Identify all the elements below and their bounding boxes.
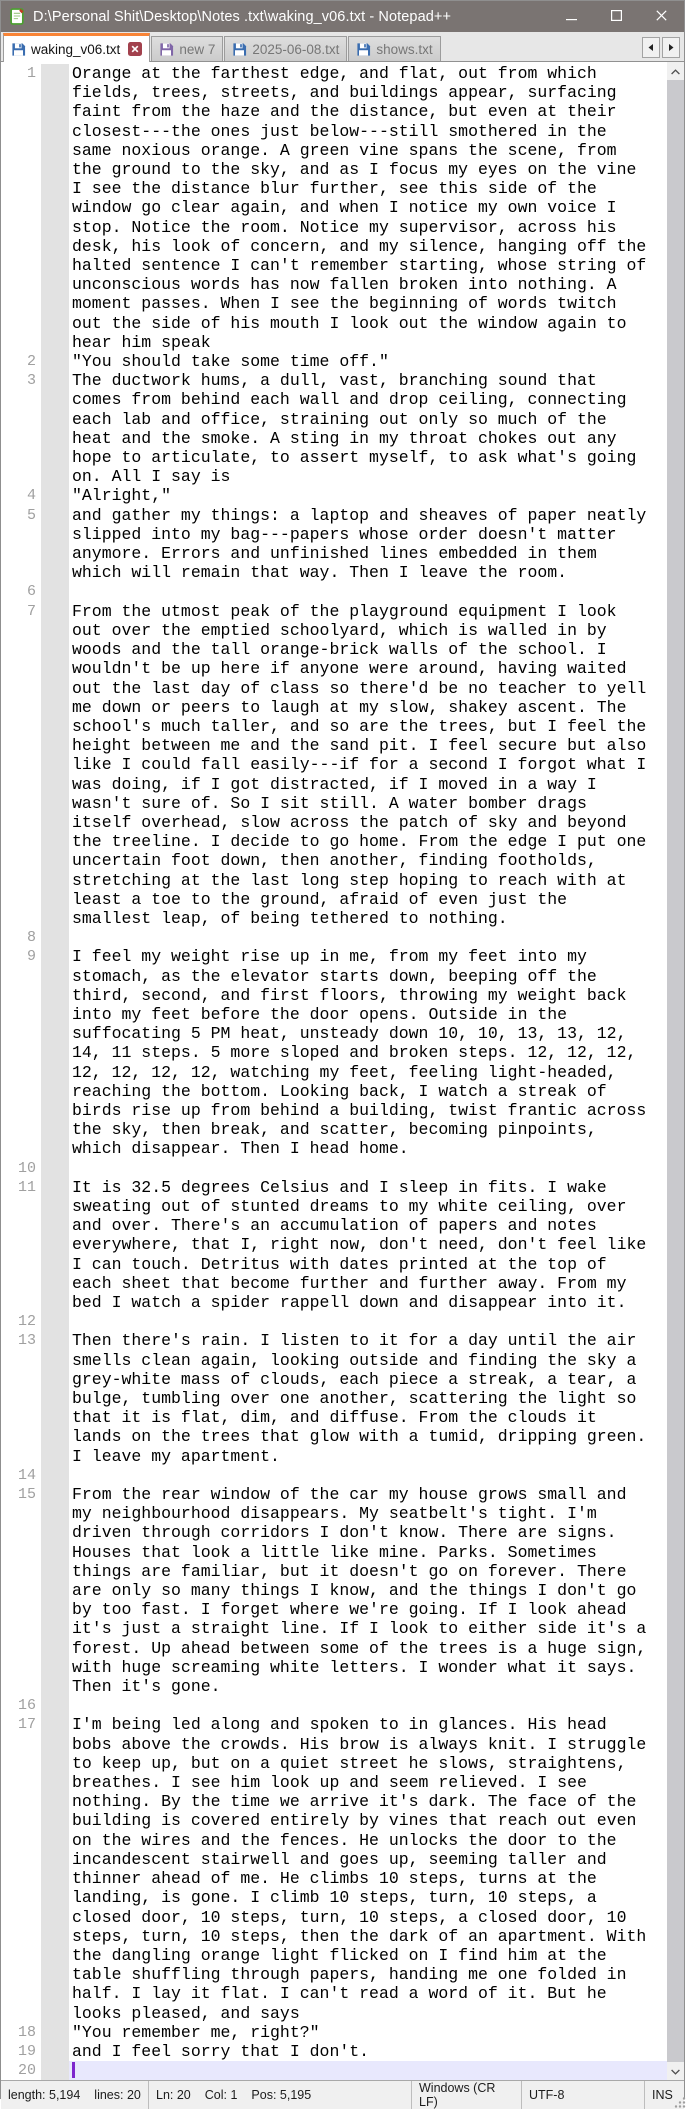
editor-line-10[interactable] — [1, 1159, 667, 1178]
line-number: 12 — [17, 1313, 36, 1331]
editor-line-8[interactable] — [1, 928, 667, 947]
line-number: 9 — [26, 948, 36, 966]
editor-line-4[interactable] — [1, 486, 667, 505]
vertical-scrollbar[interactable] — [667, 62, 684, 2080]
chevron-up-icon — [671, 62, 680, 80]
bookmark-margin — [41, 1466, 69, 1485]
line-number: 6 — [26, 583, 36, 601]
line-text[interactable]: It is 32.5 degrees Celsius and I sleep in fits. I wake sweating out of stunted dreams to my white ceiling, over and over. There's an accumulation of papers and notes everywhere, that I, right now, don't need, don't feel like I can touch. Detritus with dates printed at the top of each sheet that become further and further away. From my bed I watch a spider rappell down and disappear into it. — [72, 1177, 657, 1312]
maximize-icon — [611, 8, 622, 26]
line-text[interactable]: I feel my weight rise up in me, from my feet into my stomach, as the elevator starts down, beeping off the third, second, and first floors, throwing my weight back into my feet before the door opens. Outside in the suffocating 5 PM heat, unsteady down 10, 10, 13, 13, 12, 14, 11 steps. 5 more sloped and broken steps. 12, 12, 12, 12, 12, 12, 12, watching my feet, feeling light-headed, reaching the bottom. Looking back, I watch a streak of birds rise up from behind a building, twist frantic across the sky, then break, and scatter, becoming pinpoints, which disappear. Then I head home. — [72, 947, 657, 1159]
tab-2025-06-08-txt[interactable] — [224, 36, 347, 61]
line-text[interactable]: From the utmost peak of the playground equipment I look out over the emptied schoolyard, which is walled in by woods and the tall orange-brick walls of the school. I wouldn't be up here if anyone were around, having waited out the last day of class so there'd be no teacher to yell me down or peers to laugh at my slow, shakey ascent. The school's much taller, and so are the trees, but I feel the height between me and the sand pit. I feel secure but also like I could fall easily---if for a second I forgot what I was doing, if I got distracted, if I moved in a way I wasn't sure of. So I sit still. A water bomber drags itself overhead, slow across the patch of sky and beyond the treeline. I decide to go home. From the edge I put one uncertain foot down, then another, finding footholds, stretching at the last long step hoping to reach with at least a toe to the ground, afraid of even just the smallest leap, of being tethered to nothing. — [72, 601, 657, 928]
line-text[interactable] — [69, 582, 646, 601]
eol-format: Windows (CR LF) — [419, 2081, 496, 2109]
line-text[interactable] — [69, 1466, 646, 1485]
scrollbar-up-button[interactable] — [667, 62, 684, 80]
editor-line-14[interactable] — [1, 1466, 667, 1485]
tab-label: 2025-06-08.txt — [252, 41, 340, 57]
editor-line-11[interactable] — [1, 1178, 667, 1312]
doc-length: length: 5,194 — [8, 2088, 81, 2103]
line-number: 3 — [26, 372, 36, 390]
line-number: 11 — [17, 1178, 36, 1196]
tab-scroll-left-icon — [647, 39, 655, 57]
caret-position: Pos: 5,195 — [251, 2088, 312, 2103]
line-text[interactable] — [69, 928, 646, 947]
bookmark-margin — [41, 1696, 69, 1715]
statusbar-doc-info — [1, 2081, 148, 2109]
editor-line-6[interactable] — [1, 582, 667, 601]
line-number: 4 — [26, 487, 36, 505]
line-text[interactable]: and I feel sorry that I don't. — [72, 2041, 370, 2061]
saved-file-icon — [356, 42, 371, 57]
saved-file-icon — [232, 42, 247, 57]
bookmark-margin — [41, 1331, 69, 1465]
line-number: 10 — [17, 1159, 36, 1177]
resize-grip-icon[interactable] — [673, 2095, 687, 2109]
bookmark-margin — [41, 582, 69, 601]
tab-scroll-right-icon — [667, 39, 675, 57]
tabbar — [1, 32, 684, 62]
line-text[interactable]: and gather my things: a laptop and sheaves of paper neatly slipped into my bag---papers whose order doesn't matter anymore. Errors and unfinished lines embedded in them which will remain that way. Then I leave the room. — [72, 505, 657, 583]
tab-scroll-left-button[interactable] — [642, 37, 660, 58]
line-number: 19 — [17, 2042, 36, 2060]
tab-new-7[interactable] — [151, 36, 223, 61]
close-tab-icon[interactable] — [128, 42, 142, 56]
editor-line-19[interactable] — [1, 2042, 667, 2061]
line-number: 14 — [17, 1466, 36, 1484]
editor-line-15[interactable] — [1, 1485, 667, 1696]
editor-line-9[interactable] — [1, 947, 667, 1158]
bookmark-margin — [41, 947, 69, 1158]
caret-column: Col: 1 — [204, 2088, 238, 2103]
bookmark-margin — [41, 371, 69, 486]
minimize-icon — [566, 8, 577, 26]
line-text[interactable] — [69, 2061, 667, 2080]
line-number: 17 — [17, 1716, 36, 1734]
line-number: 13 — [17, 1332, 36, 1350]
line-number: 18 — [17, 2023, 36, 2041]
line-number: 16 — [17, 1697, 36, 1715]
editor-line-12[interactable] — [1, 1312, 667, 1331]
scrollbar-down-button[interactable] — [667, 2062, 684, 2080]
maximize-button[interactable] — [594, 1, 639, 32]
bookmark-margin — [41, 486, 69, 505]
editor-line-20[interactable] — [1, 2061, 667, 2080]
window-controls — [549, 1, 684, 32]
line-text[interactable] — [69, 1696, 646, 1715]
scrollbar-thumb[interactable] — [667, 80, 684, 2062]
line-text[interactable]: From the rear window of the car my house grows small and my neighbourhood disappears. My seatbelt's tight. I'm driven through corridors I don't know. There are signs. Houses that look a little like mine. Parks. Sometimes things are familiar, but it doesn't go on forever. There are only so many things I know, and the things I don't go by too fast. I forget where we're going. If I look ahead it's just a straight line. If I look to either side it's a forest. Up ahead between some of the trees is a huge sign, with huge screaming white letters. I wonder what it says. Then it's gone. — [72, 1485, 657, 1697]
statusbar-caret-info — [148, 2081, 411, 2109]
notepad-plus-plus-icon — [9, 8, 26, 25]
text-caret — [72, 2062, 75, 2078]
bookmark-margin — [41, 602, 69, 928]
modified-file-icon — [159, 42, 174, 57]
close-button[interactable] — [639, 1, 684, 32]
line-text[interactable]: "You remember me, right?" — [72, 2022, 320, 2042]
tab-scroll-right-button[interactable] — [662, 37, 680, 58]
tab-scroll-controls — [640, 37, 680, 58]
bookmark-margin — [41, 1485, 69, 1696]
editor-line-16[interactable] — [1, 1696, 667, 1715]
bookmark-margin — [41, 1312, 69, 1331]
statusbar — [1, 2080, 684, 2109]
tab-label: new 7 — [179, 41, 216, 57]
bookmark-margin — [41, 64, 69, 352]
tab-waking-v06-txt[interactable] — [3, 33, 150, 62]
encoding: UTF-8 — [529, 2088, 565, 2103]
bookmark-margin — [41, 1159, 69, 1178]
text-content[interactable] — [1, 62, 667, 2080]
line-number: 20 — [17, 2062, 36, 2080]
bookmark-margin — [41, 2042, 69, 2061]
typing-mode: INS — [652, 2088, 673, 2103]
bookmark-margin — [41, 1178, 69, 1312]
line-number: 2 — [26, 353, 36, 371]
line-number: 15 — [17, 1486, 36, 1504]
line-number: 5 — [26, 506, 36, 524]
editor-line-7[interactable] — [1, 602, 667, 928]
bookmark-margin — [41, 1715, 69, 2022]
line-text[interactable]: "Alright," — [72, 486, 172, 506]
editor-line-18[interactable] — [1, 2023, 667, 2042]
line-text[interactable]: Then there's rain. I listen to it for a day until the air smells clean again, looking outside and finding the sky a grey-white mass of clouds, each piece a streak, a tear, a bulge, tumbling over one another, scattering the light so that it is flat, dim, and diffuse. From the clouds it lands on the trees that glow with a tumid, dripping green. I leave my apartment. — [72, 1331, 657, 1466]
line-text[interactable] — [69, 1312, 646, 1331]
statusbar-encoding[interactable] — [521, 2081, 644, 2109]
bookmark-margin — [41, 352, 69, 371]
line-number: 7 — [26, 602, 36, 620]
window-title: D:\Personal Shit\Desktop\Notes .txt\waking_v06.txt - Notepad++ — [33, 8, 452, 25]
line-text[interactable]: "You should take some time off." — [72, 352, 389, 372]
line-text[interactable] — [69, 1159, 646, 1178]
editor-line-13[interactable] — [1, 1331, 667, 1465]
titlebar — [1, 1, 684, 32]
saved-file-icon — [11, 42, 26, 57]
editor-line-17[interactable] — [1, 1715, 667, 2022]
tab-label: waking_v06.txt — [31, 41, 121, 57]
close-icon — [656, 8, 667, 26]
statusbar-eol-format[interactable] — [411, 2081, 521, 2109]
line-number: 8 — [26, 929, 36, 947]
editor-line-5[interactable] — [1, 506, 667, 583]
doc-lines: lines: 20 — [94, 2088, 141, 2103]
chevron-down-icon — [671, 2062, 680, 2080]
line-text[interactable]: I'm being led along and spoken to in glances. His head bobs above the crowds. His brow is always knit. I struggle to keep up, but on a quiet street he slows, straightens, breathes. I see him look up and seem relieved. I see nothing. By the time we arrive it's dark. The face of the building is covered entirely by vines that reach out even on the wires and the fences. He unlocks the door to the incandescent stairwell and goes up, seeming taller and thinner ahead of me. He climbs 10 steps, turns at the landing, is gone. I climb 10 steps, turn, 10 steps, a closed door, 10 steps, turn, 10 steps, a closed door, 10 steps, turn, 10 steps, then the dark of an apartment. With the dangling orange light flicked on I find him at the table shuffling through papers, handing me one folded in half. I lay it flat. I can't read a word of it. But he looks pleased, and says — [72, 1715, 657, 2023]
line-text[interactable]: The ductwork hums, a dull, vast, branching sound that comes from behind each wall and drop ceiling, connecting each lab and office, straining out only so much of the heat and the smoke. A sting in my throat chokes out any hope to articulate, to assert myself, to ask what's going on. All I say is — [72, 371, 647, 487]
minimize-button[interactable] — [549, 1, 594, 32]
editor-line-2[interactable] — [1, 352, 667, 371]
line-number: 1 — [26, 65, 36, 82]
tab-list — [1, 33, 442, 61]
tab-shows-txt[interactable] — [348, 36, 440, 61]
bookmark-margin — [41, 506, 69, 583]
editor-line-1[interactable] — [1, 64, 667, 352]
bookmark-margin — [41, 2061, 69, 2080]
statusbar-typing-mode[interactable] — [644, 2081, 689, 2109]
tab-label: shows.txt — [376, 41, 433, 57]
caret-line: Ln: 20 — [156, 2088, 191, 2103]
editor-line-3[interactable] — [1, 371, 667, 486]
bookmark-margin — [41, 2023, 69, 2042]
editor-area[interactable] — [1, 62, 684, 2080]
bookmark-margin — [41, 928, 69, 947]
line-text[interactable]: Orange at the farthest edge, and flat, out from which fields, trees, streets, and buildings appear, surfacing faint from the haze and the distance, but even at their closest---the ones just below---still smothered in the same noxious orange. A green vine spans the scene, from the ground to the sky, and as I focus my eyes on the vine I see the distance blur further, see this side of the window go clear again, and when I notice my own voice I stop. Notice the room. Notice my supervisor, across his desk, his look of concern, and my silence, hanging off the halted sentence I can't remember starting, whose string of unconscious words has now fallen broken into nothing. A moment passes. When I see the beginning of words twitch out the side of his mouth I look out the window again to hear him speak — [72, 64, 657, 352]
